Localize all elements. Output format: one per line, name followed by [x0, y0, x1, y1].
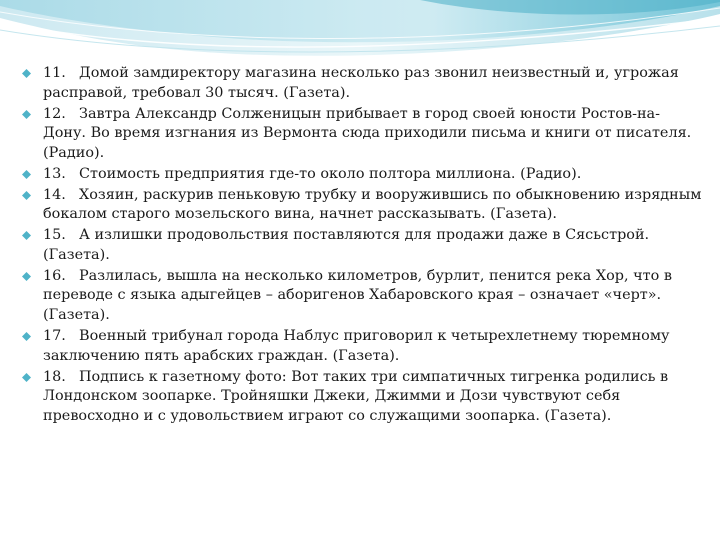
decorative-wave-header [0, 0, 720, 70]
list-item [22, 368, 702, 427]
item-text: Домой замдиректору магазина несколько раз звонил неизвестный и, угрожая расправой, требовал 30 тысяч. (Газета). [43, 65, 679, 101]
item-number: 16. [43, 267, 66, 284]
list-item [22, 105, 702, 164]
bullet-icon [22, 332, 31, 341]
item-number: 11. [43, 65, 66, 81]
text-content [22, 64, 702, 428]
item-text: Завтра Александр Солженицын прибывает в город своей юности Ростов-на-Дону. Во время изгнания из Вермонта сюда приходили письма и книги от писателя. (Радио). [43, 105, 692, 161]
list-item [22, 226, 702, 265]
item-number: 18. [43, 368, 66, 385]
bullet-icon [22, 191, 31, 200]
list-item [22, 267, 702, 326]
item-text: Стоимость предприятия где-то около полтора миллиона. (Радио). [79, 165, 582, 182]
item-text: Военный трибунал города Наблус приговорил к четырехлетнему тюремному заключению пять арабских граждан. (Газета). [43, 328, 670, 364]
list-item [22, 186, 702, 225]
numbered-examples-list [22, 64, 702, 426]
item-number: 17. [43, 328, 66, 345]
bullet-icon [22, 110, 31, 119]
item-text: Подпись к газетному фото: Вот таких три симпатичных тигренка родились в Лондонском зоопарке. Тройняшки Джеки, Джимми и Дози чувствуют себя превосходно и с удовольствием играют со служащими зоопарка. (Газета). [43, 368, 669, 424]
list-item [22, 165, 702, 185]
bullet-icon [22, 272, 31, 281]
item-number: 12. [43, 105, 66, 122]
list-item [22, 64, 702, 103]
item-number: 14. [43, 186, 66, 203]
item-text: Разлилась, вышла на несколько километров, бурлит, пенится река Хор, что в переводе с языка адыгейцев – аборигенов Хабаровского края – означает «черт». (Газета). [43, 267, 672, 323]
item-text: Хозяин, раскурив пеньковую трубку и вооружившись по обыкновению изрядным бокалом старого мозельского вина, начнет рассказывать. (Газета). [43, 186, 702, 223]
bullet-icon [22, 69, 31, 78]
item-number: 13. [43, 165, 66, 182]
item-number: 15. [43, 227, 66, 244]
bullet-icon [22, 231, 31, 240]
item-text: А излишки продовольствия поставляются для продажи даже в Сясьстрой. (Газета). [43, 227, 650, 263]
bullet-icon [22, 170, 31, 179]
list-item [22, 327, 702, 366]
bullet-icon [22, 373, 31, 382]
